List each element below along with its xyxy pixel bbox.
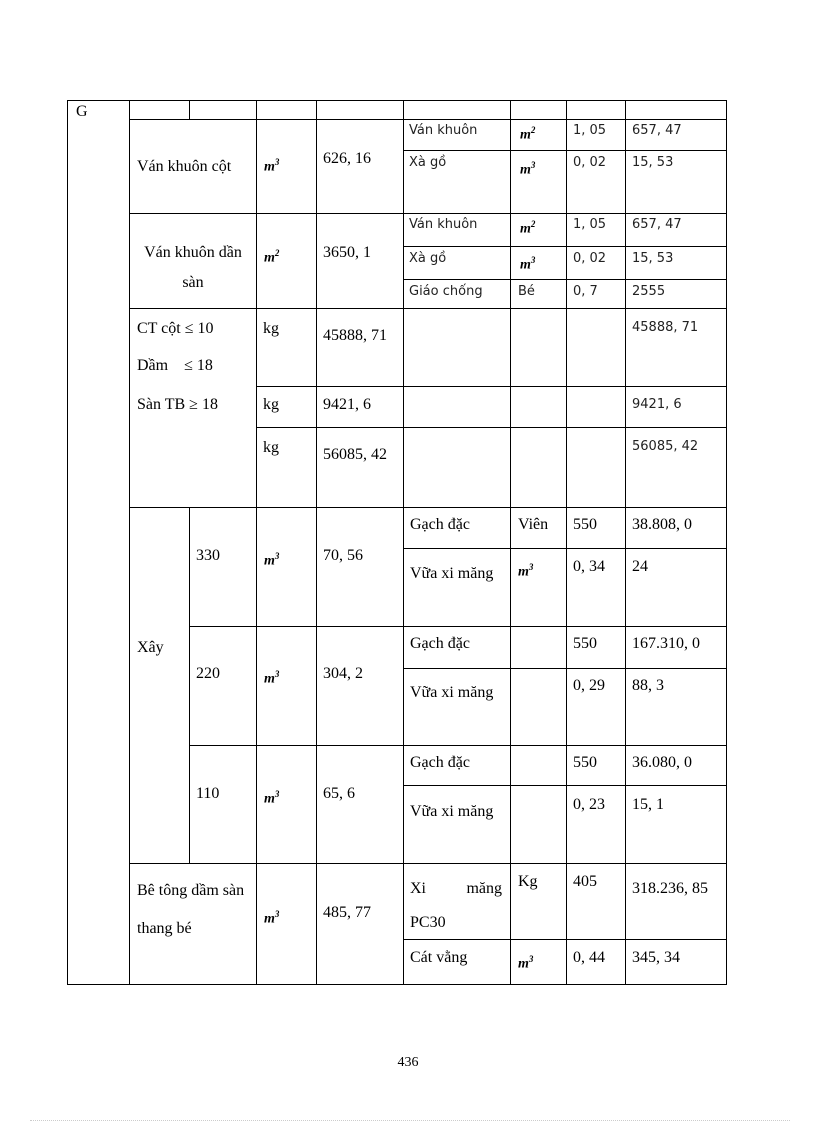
material-unit: Viên — [518, 516, 549, 533]
item-line: CT cột ≤ 10 — [137, 320, 214, 337]
total: 45888, 71 — [632, 320, 699, 335]
norm: 0, 29 — [573, 677, 605, 694]
quantity: 9421, 6 — [323, 396, 371, 413]
quantity: 626, 16 — [323, 150, 371, 167]
size: 220 — [196, 665, 220, 682]
norm: 0, 23 — [573, 796, 605, 813]
material-name: Vữa xi măng — [410, 565, 494, 582]
total: 657, 47 — [632, 217, 682, 232]
norm: 1, 05 — [573, 217, 607, 232]
norm: 0, 34 — [573, 558, 605, 575]
unit-m3: $m^3$ — [264, 669, 280, 687]
quantity: 45888, 71 — [323, 327, 387, 344]
item-name: Xây — [137, 639, 164, 656]
unit-m3: $m^3$ — [518, 954, 534, 972]
item-line: Sàn TB ≥ 18 — [137, 396, 218, 413]
unit-m3: $m^3$ — [518, 562, 534, 580]
unit-m3: $m^3$ — [264, 909, 280, 927]
item-name: Ván khuôn dần sàn — [144, 244, 242, 291]
norm: 550 — [573, 754, 597, 771]
material-name: Ván khuôn — [409, 217, 478, 232]
material-name: Vữa xi măng — [410, 803, 494, 820]
material-name: Giáo chống — [409, 284, 483, 299]
unit: kg — [263, 439, 279, 456]
total: 38.808, 0 — [632, 516, 692, 533]
material-name: Xà gồ — [409, 155, 447, 170]
total: 15, 1 — [632, 796, 664, 813]
material-unit: Bé — [518, 284, 535, 299]
total: 345, 34 — [632, 949, 680, 966]
unit-m3: $m^3$ — [520, 255, 536, 273]
unit-m2: $m^2$ — [520, 125, 536, 143]
quantity: 56085, 42 — [323, 446, 387, 463]
norm: 0, 02 — [573, 155, 607, 170]
material-name: Gạch đặc — [410, 635, 470, 652]
total: 15, 53 — [632, 251, 674, 266]
quantity: 3650, 1 — [323, 244, 371, 261]
material-name: Xi măng PC30 — [410, 880, 502, 931]
unit: kg — [263, 320, 279, 337]
norm: 0, 7 — [573, 284, 598, 299]
total: 318.236, 85 — [632, 880, 708, 897]
unit-m3: $m^3$ — [264, 157, 280, 175]
norm: 0, 02 — [573, 251, 607, 266]
material-name: Gạch đặc — [410, 754, 470, 771]
item-line: Dầm ≤ 18 — [137, 357, 213, 374]
norm: 550 — [573, 635, 597, 652]
material-unit: Kg — [518, 873, 538, 890]
norm: 1, 05 — [573, 123, 607, 138]
unit-m3: $m^3$ — [520, 160, 536, 178]
total: 88, 3 — [632, 677, 664, 694]
item-name: Bê tông dầm sàn thang bé — [137, 882, 245, 937]
norm: 550 — [573, 516, 597, 533]
quantity: 485, 77 — [323, 904, 371, 921]
material-name: Xà gồ — [409, 251, 447, 266]
material-name: Cát vằng — [410, 949, 468, 966]
unit-m3: $m^3$ — [264, 551, 280, 569]
material-name: Vữa xi măng — [410, 684, 494, 701]
norm: 0, 44 — [573, 949, 605, 966]
material-name: Ván khuôn — [409, 123, 478, 138]
quantity: 70, 56 — [323, 547, 363, 564]
quantity: 65, 6 — [323, 785, 355, 802]
unit-m2: $m^2$ — [520, 219, 536, 237]
total: 24 — [632, 558, 648, 575]
unit: kg — [263, 396, 279, 413]
total: 36.080, 0 — [632, 754, 692, 771]
size: 110 — [196, 785, 220, 802]
material-name: Gạch đặc — [410, 516, 470, 533]
unit-m2: $m^2$ — [264, 248, 280, 266]
size: 330 — [196, 547, 220, 564]
quantity: 304, 2 — [323, 665, 363, 682]
total: 167.310, 0 — [632, 635, 700, 652]
group-label: G — [76, 103, 88, 120]
page-number: 436 — [397, 1055, 419, 1070]
total: 9421, 6 — [632, 397, 682, 412]
total: 657, 47 — [632, 123, 682, 138]
unit-m3: $m^3$ — [264, 789, 280, 807]
total: 15, 53 — [632, 155, 674, 170]
item-name: Ván khuôn cột — [137, 158, 232, 175]
norm: 405 — [573, 873, 597, 890]
total: 56085, 42 — [632, 439, 699, 454]
page-bottom-rule — [30, 1120, 790, 1121]
total: 2555 — [632, 284, 666, 299]
